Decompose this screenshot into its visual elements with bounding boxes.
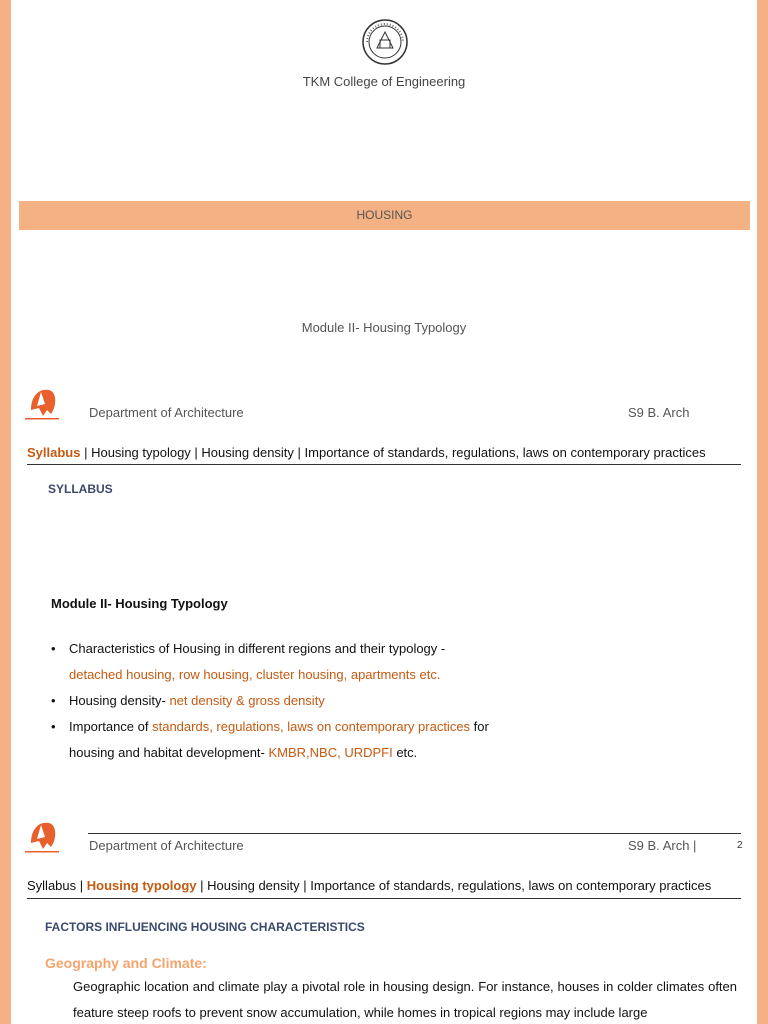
list-item-text: for housing and habitat development-: [69, 719, 489, 760]
divider: [88, 833, 741, 834]
page-number: 2: [737, 840, 743, 851]
course-banner: HOUSING: [19, 201, 750, 230]
breadcrumb-standards[interactable]: Importance of standards, regulations, laws on contemporary practices: [304, 445, 706, 460]
list-item-text: etc.: [392, 745, 418, 760]
breadcrumb-separator: |: [80, 445, 92, 460]
list-item: [51, 688, 521, 714]
body-paragraph: Geographic location and climate play a pivotal role in housing design. For instance, houses in colder climates often feature steep roofs to prevent snow accumulation, while homes in tropical regions may include large: [73, 979, 737, 1020]
breadcrumb-syllabus[interactable]: Syllabus: [27, 878, 77, 893]
list-item-highlight: detached housing, row housing, cluster housing, apartments etc.: [69, 667, 441, 682]
department-label: Department of Architecture: [89, 838, 244, 853]
breadcrumb-separator: |: [190, 445, 202, 460]
college-name: TKM College of Engineering: [302, 74, 466, 89]
breadcrumb: [27, 878, 711, 893]
list-item-text: Characteristics of Housing in different regions and their typology -: [69, 641, 446, 656]
divider: [27, 898, 741, 899]
divider: [27, 464, 741, 465]
breadcrumb-separator: |: [293, 445, 305, 460]
breadcrumb-separator: |: [299, 878, 311, 893]
list-item-text: Importance of: [69, 719, 153, 734]
breadcrumb-separator: |: [196, 878, 208, 893]
list-item-highlight: net density & gross density: [169, 693, 325, 708]
college-seal-icon: [361, 18, 409, 66]
breadcrumb-housing-density[interactable]: Housing density: [201, 445, 294, 460]
list-item: [51, 636, 521, 688]
list-item-highlight: KMBR,NBC, URDPFI: [268, 745, 393, 760]
syllabus-list: [51, 636, 521, 766]
section-heading: FACTORS INFLUENCING HOUSING CHARACTERISTICS: [45, 920, 365, 934]
breadcrumb-housing-typology[interactable]: Housing typology: [86, 878, 197, 893]
subsection-heading: Geography and Climate:: [45, 955, 207, 971]
department-label: Department of Architecture: [89, 405, 244, 420]
department-logo-icon: [23, 384, 61, 422]
list-item: [51, 714, 521, 766]
semester-label: S9 B. Arch |: [628, 838, 697, 853]
breadcrumb-housing-typology[interactable]: Housing typology: [91, 445, 191, 460]
breadcrumb-standards[interactable]: Importance of standards, regulations, laws on contemporary practices: [310, 878, 712, 893]
breadcrumb-separator: |: [76, 878, 87, 893]
breadcrumb-housing-density[interactable]: Housing density: [207, 878, 300, 893]
department-logo-icon: [23, 817, 61, 855]
semester-label: S9 B. Arch: [628, 405, 690, 420]
module-title: Module II- Housing Typology: [301, 320, 467, 335]
document-page: [11, 0, 757, 1024]
section-heading: SYLLABUS: [48, 482, 113, 496]
breadcrumb: [27, 445, 706, 460]
module-heading: Module II- Housing Typology: [51, 596, 228, 611]
breadcrumb-syllabus[interactable]: Syllabus: [27, 445, 81, 460]
list-item-highlight: standards, regulations, laws on contemporary practices: [152, 719, 471, 734]
list-item-text: Housing density-: [69, 693, 170, 708]
